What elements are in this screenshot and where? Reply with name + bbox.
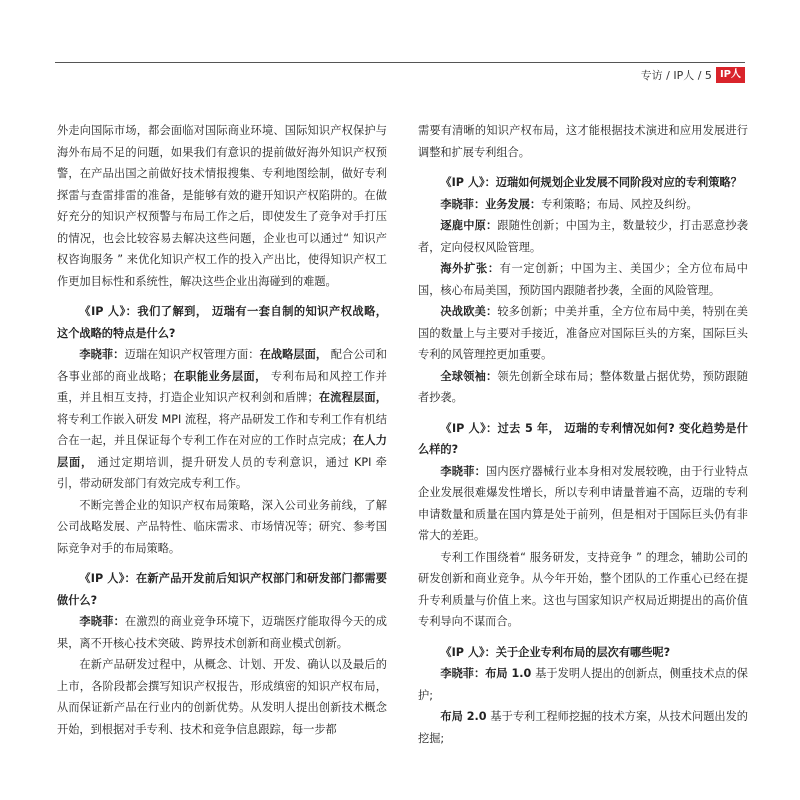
interview-answer: [57, 611, 387, 654]
interview-question: 《IP 人》：迈瑞如何规划企业发展不同阶段对应的专利策略？: [440, 176, 742, 189]
speaker-label: 李晓菲：: [440, 197, 486, 211]
answer-text: 基于专利工程师挖掘的技术方案，从技术问题出发的挖掘;: [418, 710, 748, 745]
paragraph-continued: 需要有清晰的知识产权布局，这才能根据技术演进和应用发展进行调整和扩展专利组合。: [418, 124, 748, 159]
emphasis-text: 布局 2.0: [440, 710, 491, 723]
right-column: [418, 120, 748, 749]
interview-answer: [418, 194, 748, 216]
answer-text: 基于发明人提出的创新点，侧重技术点的保护;: [418, 667, 748, 702]
answer-text: 国内医疗器械行业本身相对发展较晚，由于行业特点企业发展很难爆发性增长，所以专利申请量普遍不高，迈瑞的专利申请数量和质量在国内算是处于前列，但是相对于国际巨头仍有非常大的差距。: [418, 464, 748, 542]
interview-question: 《IP 人》：我们了解到， 迈瑞有一套自制的知识产权战略， 这个战略的特点是什么?: [57, 305, 387, 340]
answer-text: 领先创新全球布局；整体数量占据优势，预防跟随者抄袭。: [418, 369, 748, 404]
answer-text: 有一定创新；中国为主、美国少；全方位布局中国，核心布局美国，预防国内跟随者抄袭，全面的风险管理。: [418, 262, 748, 297]
interview-answer: [57, 344, 387, 495]
paragraph: 不断完善企业的知识产权布局策略，深入公司业务前线，了解公司战略发展、产品特性、临床需求、市场情况等；研究、参考国际竞争对手的布局策略。: [57, 498, 387, 555]
interview-question: 《IP 人》：关于企业专利布局的层次有哪些呢?: [440, 645, 671, 659]
emphasis-text: 在战略层面，: [259, 348, 328, 361]
answer-text: 专利策略；布局、风控及纠纷。: [541, 197, 698, 211]
speaker-label: 全球领袖：: [440, 369, 498, 383]
answer-text: 配合公司和各事业部的商业战略；: [57, 348, 387, 383]
section-breadcrumb: 专访 / IP人 / 5: [640, 69, 712, 82]
header-rule: [55, 62, 745, 63]
emphasis-text: 在职能业务层面，: [173, 369, 267, 383]
speaker-label: 逐鹿中原：: [440, 219, 498, 232]
paragraph: 专利工作围绕着“ 服务研发，支持竞争 ” 的理念，辅助公司的研发创新和商业竞争。从今年开始，整个团队的工作重心已经在提升专利质量与价值上来。这也与国家知识产权局近期提出的高价值专利导向不谋而合。: [418, 550, 748, 628]
answer-text: 专利布局和风控工作并重，并且相互支持，打造企业知识产权利剑和盾牌；: [57, 369, 387, 404]
answer-text: 通过定期培训，提升研发人员的专利意识，通过 KPI 牵引，带动研发部门有效完成专利工作。: [57, 455, 387, 490]
speaker-label: 海外扩张：: [440, 262, 500, 275]
interview-answer: [418, 663, 748, 706]
interview-question: 《IP 人》：在新产品开发前后知识产权部门和研发部门都需要做什么?: [57, 572, 387, 607]
interview-answer: [418, 301, 748, 366]
answer-text: 迈瑞在知识产权管理方面：: [124, 348, 260, 361]
interview-answer: [418, 366, 748, 409]
left-column: [57, 120, 387, 740]
answer-text: 较多创新；中美并重，全方位布局中美，特别在美国的数量上与主要对手接近，准备应对国际巨头的方案，国际巨头专利的风管理控更加重要。: [418, 305, 748, 361]
paragraph: 在新产品研发过程中，从概念、计划、开发、确认以及最后的上市，各阶段都会撰写知识产权报告，形成缜密的知识产权布局，从而保证新产品在行业内的创新优势。从发明人提出创新技术概念开始，到根据对手专利、技术和竞争信息跟踪，每一步都: [57, 658, 387, 736]
emphasis-text: 业务发展：: [485, 197, 542, 211]
speaker-label: 李晓菲：: [79, 615, 125, 628]
paragraph-continued: 外走向国际市场，都会面临对国际商业环境、国际知识产权保护与海外布局不足的问题，如果我们有意识的提前做好海外知识产权预警，在产品出国之前做好技术情报搜集、专利地图绘制，做好专利探雷与查雷排雷的准备，是能够有效的避开知识产权陷阱的。在做好充分的知识产权预警与布局工作之后，即使发生了竞争对手打压的情况，也会比较容易去解决这些问题，企业也可以通过“ 知识产权咨询服务 ” 来优化知识产权工作的投入产出比，使得知识产权工作更加目标性和系统性，解决这些企业出海碰到的难题。: [57, 124, 387, 288]
interview-answer: [418, 258, 748, 301]
speaker-label: 李晓菲：: [79, 348, 125, 361]
interview-answer: [418, 215, 748, 258]
interview-answer: [418, 461, 748, 547]
emphasis-text: 在流程层面，: [318, 391, 387, 404]
interview-answer: [418, 706, 748, 749]
interview-question: 《IP 人》：过去 5 年， 迈瑞的专利情况如何? 变化趋势是什么样的?: [418, 421, 748, 456]
answer-text: 在激烈的商业竞争环境下，迈瑞医疗能取得今天的成果，离不开核心技术突破、跨界技术创新和商业模式创新。: [57, 615, 387, 650]
emphasis-text: 布局 1.0: [485, 667, 536, 680]
speaker-label: 李晓菲：: [440, 464, 486, 478]
speaker-label: 李晓菲：: [440, 667, 486, 680]
emphasis-text: 在人力层面，: [57, 434, 387, 469]
magazine-badge: IP人: [716, 67, 745, 83]
answer-text: 跟随性创新；中国为主，数量较少，打击恶意抄袭者，定向侵权风险管理。: [418, 219, 748, 254]
answer-text: 将专利工作嵌入研发 MPI 流程，将产品研发工作和专利工作有机结合在一起，并且保证每个专利工作在对应的工作时点完成；: [57, 412, 387, 447]
speaker-label: 决战欧美：: [440, 305, 498, 318]
page-header: [641, 66, 745, 84]
